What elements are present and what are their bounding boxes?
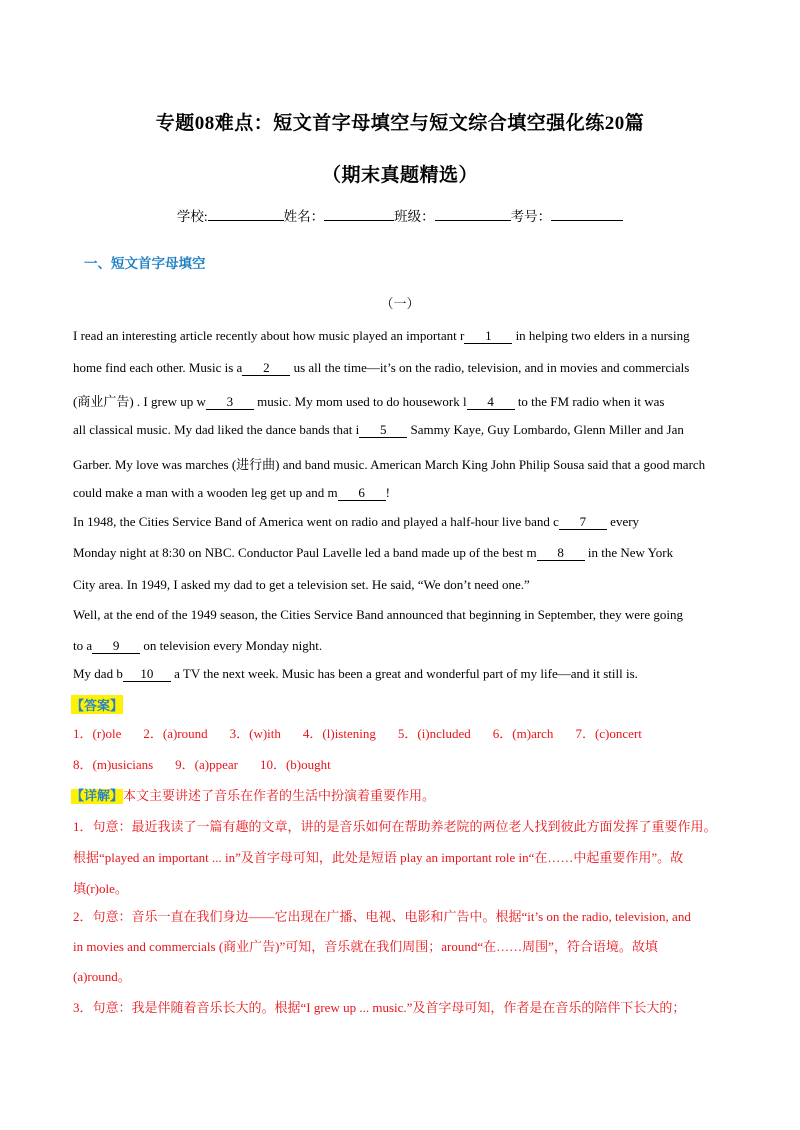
answer-tag: 【答案】 xyxy=(71,695,123,714)
line-text: home find each other. Music is a xyxy=(73,360,243,375)
name-label: 姓名： xyxy=(283,209,325,224)
line-text: City area. In 1949, I asked my dad to get a television set. He said, “We don’t need one.” xyxy=(73,577,530,592)
student-info-row xyxy=(0,205,800,225)
blank-1[interactable]: 1 xyxy=(464,329,512,344)
line-text: I read an interesting article recently about how music played an important r xyxy=(73,328,465,343)
blank-10[interactable]: 10 xyxy=(123,667,171,682)
answer-item: 10．(b)ought xyxy=(259,757,331,772)
answer-item: 3．(w)ith xyxy=(229,726,281,741)
line-text: every xyxy=(606,514,640,529)
class-field[interactable] xyxy=(435,206,511,221)
line-text: Sammy Kaye, Guy Lombardo, Glenn Miller and Jan xyxy=(407,422,684,437)
line-text: In 1948, the Cities Service Band of America went on radio and played a half-hour live band c xyxy=(73,514,559,529)
explanation-intro-line xyxy=(71,785,435,804)
number-field[interactable] xyxy=(551,206,623,221)
passage-line xyxy=(73,666,638,682)
passage-line xyxy=(73,638,322,654)
passage-line xyxy=(73,391,664,410)
line-text: in helping two elders in a nursing xyxy=(512,328,690,343)
passage-line xyxy=(73,328,690,344)
line-text: ! xyxy=(385,485,390,500)
line-text: us all the time—it’s on the radio, television, and in movies and commercials xyxy=(290,360,690,375)
school-field[interactable] xyxy=(208,206,284,221)
answer-item: 8．(m)usicians xyxy=(73,757,154,772)
passage-line xyxy=(73,485,390,501)
line-text: (商业广告) . I grew up w xyxy=(73,394,206,409)
line-text: Well, at the end of the 1949 season, the Cities Service Band announced that beginning in September, they were going xyxy=(73,607,683,622)
line-text: to a xyxy=(73,638,93,653)
line-text: on television every Monday night. xyxy=(140,638,323,653)
blank-9[interactable]: 9 xyxy=(92,639,140,654)
explanation-line: 1．句意：最近我读了一篇有趣的文章，讲的是音乐如何在帮助养老院的两位老人找到彼此方面发挥了重要作用。 xyxy=(73,819,717,834)
line-text: to the FM radio when it was xyxy=(514,394,665,409)
answer-item: 4．(l)istening xyxy=(302,726,376,741)
line-text: all classical music. My dad liked the dance bands that i xyxy=(73,422,360,437)
page-subtitle: （期末真题精选） xyxy=(321,165,478,186)
passage-line xyxy=(73,360,689,376)
explanation-intro: 本文主要讲述了音乐在作者的生活中扮演着重要作用。 xyxy=(123,788,436,803)
blank-5[interactable]: 5 xyxy=(359,423,407,438)
answer-item: 6．(m)arch xyxy=(492,726,554,741)
passage-line xyxy=(73,454,705,473)
answer-row-2 xyxy=(73,754,353,773)
explanation-line: 3．句意：我是伴随着音乐长大的。根据“I grew up ... music.”及首字母可知，作者是在音乐的陪伴下长大的； xyxy=(73,1000,686,1015)
name-field[interactable] xyxy=(324,206,394,221)
explanation-line: 填(r)ole。 xyxy=(73,881,128,896)
explanation-tag: 【详解】 xyxy=(71,789,124,804)
line-text: a TV the next week. Music has been a great and wonderful part of my life—and it still is. xyxy=(170,666,638,681)
answer-item: 7．(c)oncert xyxy=(575,726,642,741)
blank-2[interactable]: 2 xyxy=(242,361,290,376)
answer-item: 5．(i)ncluded xyxy=(397,726,471,741)
blank-4[interactable]: 4 xyxy=(467,395,515,410)
passage-line xyxy=(73,607,683,623)
answer-item: 9．(a)ppear xyxy=(175,757,238,772)
blank-8[interactable]: 8 xyxy=(537,546,585,561)
explanation-line: in movies and commercials (商业广告)”可知，音乐就在我们周围；around“在……周围”，符合语境。故填 xyxy=(73,939,658,954)
line-text: My dad b xyxy=(73,666,123,681)
line-text: Garber. My love was marches (进行曲) and band music. American March King John Philip Sousa said that a good march xyxy=(73,457,706,472)
line-text: Monday night at 8:30 on NBC. Conductor Paul Lavelle led a band made up of the best m xyxy=(73,545,537,560)
class-label: 班级： xyxy=(394,209,435,224)
blank-6[interactable]: 6 xyxy=(338,486,386,501)
explanation-line: (a)round。 xyxy=(73,969,131,984)
passage-line xyxy=(73,545,673,561)
school-label: 学校: xyxy=(176,209,208,224)
explanation-line: 根据“played an important ... in”及首字母可知，此处是短语 play an important role in“在……中起重要作用”。故 xyxy=(73,850,684,865)
part-label: （一） xyxy=(380,296,420,311)
passage-line xyxy=(73,577,530,593)
answer-item: 2．(a)round xyxy=(143,726,208,741)
answer-row-1 xyxy=(71,699,664,742)
line-text: music. My mom used to do housework l xyxy=(253,394,467,409)
line-text: could make a man with a wooden leg get up and m xyxy=(73,485,338,500)
passage-line xyxy=(73,514,639,530)
number-label: 考号： xyxy=(510,209,552,224)
section-heading: 一、短文首字母填空 xyxy=(84,256,206,272)
line-text: in the New York xyxy=(584,545,674,560)
passage-line xyxy=(73,422,684,438)
blank-7[interactable]: 7 xyxy=(559,515,607,530)
page-title: 专题08难点：短文首字母填空与短文综合填空强化练20篇 xyxy=(155,113,645,134)
explanation-line: 2．句意：音乐一直在我们身边——它出现在广播、电视、电影和广告中。根据“it’s on the radio, television, and xyxy=(73,909,691,924)
blank-3[interactable]: 3 xyxy=(206,395,254,410)
answer-item: 1．(r)ole xyxy=(73,726,122,741)
